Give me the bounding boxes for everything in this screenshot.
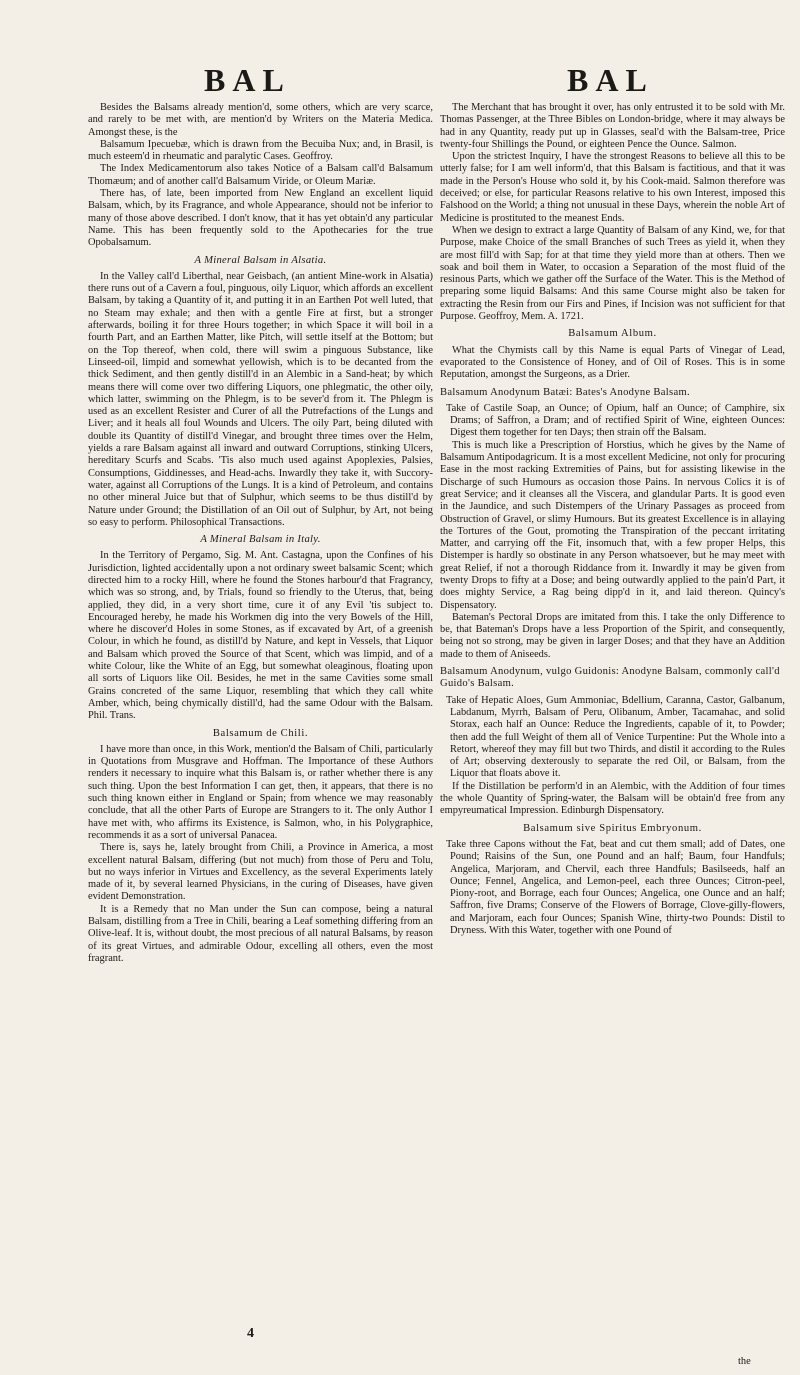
- section-heading: Balsamum sive Spiritus Embryonum.: [523, 822, 702, 834]
- section-heading: Balsamum Anodynum, vulgo Guidonis: Anodyne Balsam, commonly call'd Guido's Balsam.: [440, 666, 780, 690]
- paragraph: It is a Remedy that no Man under the Sun can compose, being a natural Balsam, distilling from a Tree in Chili, bearing a Leaf something differing from an Olive-leaf. It is, without doubt, the most precious of all natural Balsams, by reason of its great Virtues, and admirable Odour, excelling all others, even the most fragrant.: [88, 903, 433, 964]
- paragraph: In the Territory of Pergamo, Sig. M. Ant. Castagna, upon the Confines of his Jurisdiction, lighted accidentally upon a not ordinary sweet balsamic Scent; which directed him to a rocky Hill, where he found the Stones harbour'd that Fragrancy, which was so strong, and, by Trials, found so friendly to the Uterus, that, being applied, they did, in a very short time, cure it of any Evil 'tis subject to. Encouraged hereby, he made his Workmen dig into the very Bowels of the Hill, where he discover'd Holes in some Stones, as if excavated by Art, of a greenish Colour, in which he found, as distill'd by Nature, and kept in Vessels, that Liquor and Balsam which proved the Source of that Scent, which was limpid, and of a white Colour, like the White of an Egg, but somewhat oleaginous, floating upon all sorts of Liquors like Oil. Besides, he met in the same Cavities some small Grains concreted of the same Liquor, resembling that which they call white Amber, which, being chymically distill'd, had the same Odour with the Balsam. Phil. Trans.: [88, 550, 433, 722]
- paragraph: Besides the Balsams already mention'd, some others, which are very scarce, and rarely to be met with, are mention'd by Writers on the Materia Medica. Amongst these, is the: [88, 102, 433, 138]
- paragraph: Bateman's Pectoral Drops are imitated from this. I take the only Difference to be, that Bateman's Drops have a less Proportion of the Spirit, and consequently, being not so strong, may be given in larger Doses; and that they have an Addition made to them of Aniseeds.: [440, 611, 785, 660]
- section-heading: Balsamum Anodynum Batæi: Bates's Anodyne Balsam.: [440, 386, 690, 398]
- paragraph: There is, says he, lately brought from Chili, a Province in America, a most excellent natural Balsam, differing (but not much) from those of Peru and Tolu, but no ways inferior in Virtues and Excellency, as the several Experiments lately made of it, by several learned Physicians, in the curing of Diseases, have given evident Demonstration.: [88, 842, 433, 903]
- section-heading: Balsamum de Chili.: [212, 727, 309, 739]
- paragraph: The Index Medicamentorum also takes Notice of a Balsam call'd Balsamum Thomæum; and of another call'd Balsamum Viride, or Oleum Mariæ.: [88, 163, 433, 187]
- right-running-head: BAL: [567, 62, 654, 98]
- recipe-paragraph: Take three Capons without the Fat, beat and cut them small; add of Dates, one Pound; Raisins of the Sun, one Pound and an half; Baum, four Handfuls; Angelica, Marjoram, and Chervil, each three Handfuls; Basilseeds, half an Ounce; Fennel, Angelica, and Lemon-peel, each three Ounces; Citron-peel, Piony-root, and Borrage, each four Ounces; Angelica, one Ounce and an half; Saffron, five Drams; Conserve of the Flowers of Borrage, Clove-gilly-flowers, and Marjoram, each four Ounces; Spanish Wine, thirty-two Pounds: Distil to Dryness. With this Water, together with one Pound of: [446, 838, 785, 936]
- paragraph: This is much like a Prescription of Horstius, which he gives by the Name of Balsamum Antipodagricum. It is a most excellent Medicine, not only for procuring Ease in the most racking Extremities of Pains, but for assisting likewise in the Discharge of such Humours as occasion those Pains. In nervous Colics it is of great Service; and it cleanses all the Viscera, and glandular Parts. It is good even in the Jaundice, and such Distempers of the Urinary Passages as proceed from Obstruction of Gravel, or slimy Humours. But its greatest Excellence is in allaying the Tortures of the Gout, promoting the Transpiration of the peccant irritating Matter, and carrying off the Fit, insomuch that, with a few proper Helps, this Distemper is hardly so obstinate in any Person whatsoever, but he may meet with great Relief, if not a thorough Riddance from it. Inwardly it may be given from twenty Drops to fifty at a Dose; and being outwardly applied to the pain'd Part, it does mighty Service, a Rag being dipp'd in it, and laid thereon. Quincy's Dispensatory.: [440, 439, 785, 611]
- paragraph: What the Chymists call by this Name is equal Parts of Vinegar of Lead, evaporated to the Consistence of Honey, and of Oil of Roses. This is in some Reputation, amongst the Surgeons, as a Drier.: [440, 344, 785, 381]
- page-signature: 4: [247, 1326, 254, 1341]
- paragraph: If the Distillation be perform'd in an Alembic, with the Addition of four times the whole Quantity of Spring-water, the Balsam will be obtain'd free from any empyreumatical Impression. Edinburgh Dispensatory.: [440, 780, 785, 817]
- paragraph: Balsamum Ipecuebæ, which is drawn from the Becuiba Nux; and, in Brasil, is much esteem'd in rheumatic and paralytic Cases. Geoffroy.: [88, 138, 433, 163]
- paragraph: The Merchant that has brought it over, has only entrusted it to be sold with Mr. Thomas Passenger, at the Three Bibles on London-bridge, where it may always be had in any Quantity, ready put up in Glasses, seal'd with the Balsam-tree, Price twenty-four Shillings the Pound, or eighteen Pence the Ounce. Salmon.: [440, 102, 785, 150]
- section-heading: A Mineral Balsam in Alsatia.: [194, 254, 327, 266]
- section-heading: Balsamum Album.: [568, 328, 657, 340]
- paragraph: When we design to extract a large Quantity of Balsam of any Kind, we, for that Purpose, make Choice of the small Branches of such Trees as yield it, when they are most fill'd with Sap; for at that time they yield more than at others. Then we soak and boil them in Water, to occasion a Separation of the most fluid of the resinous Parts, which we gather off the Surface of the Water. This is the Method of preparing some liquid Balsams: And this same Course might also be taken for extracting the Resin from our Firs and Pines, if Incision was not sufficient for that Purpose. Geoffroy, Mem. A. 1721.: [440, 224, 785, 323]
- left-column: [88, 102, 433, 965]
- recipe-paragraph: Take of Hepatic Aloes, Gum Ammoniac, Bdellium, Caranna, Castor, Galbanum, Labdanum, Myrrh, Balsam of Peru, Olibanum, Amber, Tacamahac, and solid Storax, each half an Ounce: Reduce the Ingredients, capable of it, to Powder; then add the full Weight of them all of Venice Turpentine: Put the Whole into a Retort, whereof they may fill but two Thirds, and distil it according to the Rules of Art; observing dexterously to separate the red Oil, or Balsam, from the Liquor that floats above it.: [446, 694, 785, 780]
- paragraph: There has, of late, been imported from New England an excellent liquid Balsam, which, by its Fragrance, and whole Appearance, should not be inferior to many of those above described. I don't know, that it has yet obtain'd any particular Name. This has been frequently sold to the Apothecaries for the true Opobalsamum.: [88, 188, 433, 249]
- paragraph: In the Valley call'd Liberthal, near Geisbach, (an antient Mine-work in Alsatia) there runs out of a Cavern a foul, pinguous, oily Liquor, which affords an excellent Balsam, by taking a Quantity of it, and putting it in an Earthen Pot well luted, that no Steam may exhale; and then with a gentle Fire at first, but a stronger afterwards, boiling it for three Hours together; in which Space it will boil in a fourth Part, and an Earthen Matter, like Pitch, will settle itself at the Bottom; but on the Top thereof, when cold, there will swim a pinguous Substance, like Linseed-oil, limpid and somewhat yellowish, which is to be decanted from the thick Sediment, and then gently distill'd in an Alembic in a Sand-heat; by which means there will come over two differing Liquors, one phlegmatic, the other oily, which latter, swimming on the Phlegm, is to be sever'd from it. The Phlegm is used as an excellent Resister and Curer of all the Putrefactions of the Lungs and Liver; and it heals all foul Wounds and Ulcers. The oily Part, being diluted with double its Quantity of distill'd Vinegar, and brought three times over the Helm, yields a rare Balsam against all inward and outward Corruptions, stinking Ulcers, hereditary Scurfs and Scabs. 'Tis also much used against Apoplexies, Palsies, Consumptions, Giddinesses, and Head-achs. Inwardly they take it, with Succory-water, against all Corruptions of the Lungs. It is a kind of Petroleum, and contains no other mineral Juice but that of Sulphur, which seems to be thus distill'd by Nature under Ground; the Distillation of an Oil out of Sulphur, by Art, not being so easy to perform. Philosophical Transactions.: [88, 270, 433, 528]
- right-column: [440, 102, 785, 937]
- recipe-paragraph: Take of Castile Soap, an Ounce; of Opium, half an Ounce; of Camphire, six Drams; of Saffron, a Dram; and of rectified Spirit of Wine, eighteen Ounces: Digest them together for ten Days; then strain off the Balsam.: [446, 402, 785, 439]
- paragraph: Upon the strictest Inquiry, I have the strongest Reasons to believe all this to be utterly false; for I am well inform'd, that this Balsam is factitious, and that it was made in the Person's House who sold it, by his Cook-maid. Salmon therefore was deceived; or else, for particular Reasons relative to his own Interest, imposed this Falshood on the World; a thing not unusual in these Days, wherein the noble Art of Medicine is prostituted to the meanest Ends.: [440, 151, 785, 224]
- catchword: the: [738, 1356, 751, 1367]
- left-running-head: BAL: [204, 62, 291, 98]
- paragraph: I have more than once, in this Work, mention'd the Balsam of Chili, particularly in Quotations from Musgrave and Hoffman. The Importance of these Authors renders it necessary to inquire what this Balsam is, or rather whether there is any such thing. Upon the best Information I can get, then, it appears, that there is no such thing known either in England or Spain; from whence we may reasonably conclude, that all the other Parts of Europe are Strangers to it. The only Author I have met with, who affirms its Existence, is Salmon, who, in his Polygraphice, recommends it as a sort of universal Panacea.: [88, 743, 433, 841]
- section-heading: A Mineral Balsam in Italy.: [200, 534, 321, 546]
